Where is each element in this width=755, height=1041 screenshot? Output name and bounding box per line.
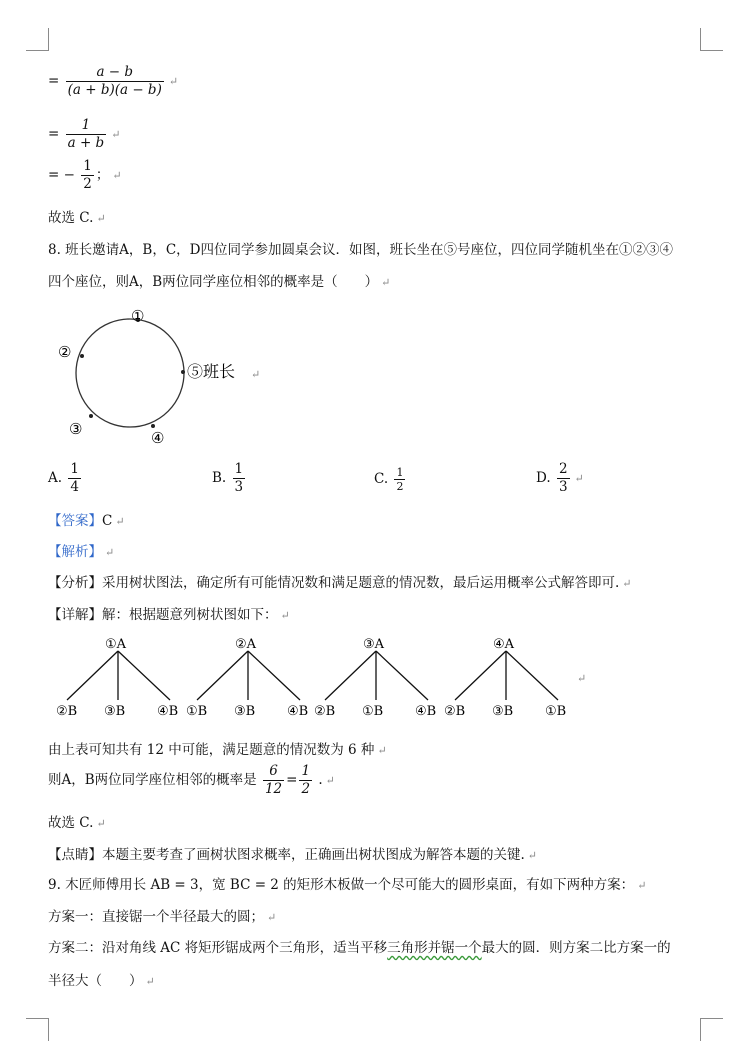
equation-line-1: = $\frac{a - b}{(a + b)(a - b)}$ ↵ (48, 64, 179, 98)
tree-diagram (50, 632, 590, 722)
dianjing-line: 【点睛】本题主要考查了画树状图求概率，正确画出树状图成为解答本题的关键. ↵ (48, 847, 538, 863)
tree-root: ④A (493, 637, 515, 652)
tree-3 (314, 637, 436, 719)
tree-leaf: ①B (362, 704, 384, 719)
question-9-plan-1: 方案一：直接锯一个半径最大的圆； ↵ (48, 909, 277, 925)
crop-mark-bottom-right (700, 1018, 723, 1041)
question-9-line-1: 9. 木匠师傅用长 AB = 3，宽 BC = 2 的矩形木板做一个尽可能大的圆形桌面，有如下两种方案： ↵ (48, 877, 647, 893)
tree-leaf: ①B (545, 704, 567, 719)
crop-mark-bottom-left (26, 1018, 49, 1041)
return-mark: ↵ (251, 368, 261, 381)
tree-leaf: ①B (186, 704, 208, 719)
question-9-plan-2: 方案二：沿对角线 AC 将矩形锯成两个三角形，适当平移三角形并锯一个最大的圆．则方案二比方案一的 (48, 940, 671, 956)
summary-line: 由上表可知共有 12 中可能，满足题意的情况数为 6 种 ↵ (48, 742, 387, 758)
seat-dot (151, 424, 155, 428)
tree-leaf: ④B (157, 704, 179, 719)
crop-mark-top-left (26, 28, 49, 51)
tree-leaf: ③B (104, 704, 126, 719)
seat-label-2: ② (58, 343, 72, 361)
probability-line: 则A，B两位同学座位相邻的概率是 $\frac{6}{12}$ = $\frac{1}{2}$ . ↵ (48, 763, 335, 797)
tree-root: ①A (105, 637, 127, 652)
option-d[interactable]: D. $\frac{2}{3}$ ↵ (536, 461, 584, 495)
return-mark: ↵ (577, 672, 587, 685)
seat-label-3: ③ (69, 420, 83, 438)
option-c[interactable]: C. $\frac{1}{2}$ (374, 466, 404, 493)
question-8-line-2: 四个座位，则A，B两位同学座位相邻的概率是（ ） ↵ (48, 274, 391, 290)
seat-label-4: ④ (151, 429, 165, 447)
question-9-last-line: 半径大（ ） ↵ (48, 973, 155, 989)
fraction: $\frac{a - b}{(a + b)(a - b)}$ (67, 64, 162, 98)
tree-leaf: ②B (314, 704, 336, 719)
tree-2 (186, 637, 308, 719)
equation-line-3: = − $\frac{1}{2}$ ； ↵ (48, 158, 122, 192)
round-table-diagram (50, 300, 270, 450)
tree-root: ②A (235, 637, 257, 652)
xiangjie-line: 【详解】解：根据题意列树状图如下： ↵ (48, 607, 290, 623)
crop-mark-top-right (700, 28, 723, 51)
tree-leaf: ②B (444, 704, 466, 719)
option-b[interactable]: B. $\frac{1}{3}$ (212, 461, 244, 495)
tree-leaf: ③B (234, 704, 256, 719)
seat-dot (80, 354, 84, 358)
tree-root: ③A (363, 637, 385, 652)
choose-line: 故选 C. ↵ (48, 815, 106, 831)
analysis-tag-line: 【解析】 ↵ (48, 544, 115, 560)
tree-leaf: ④B (287, 704, 309, 719)
tree-1 (56, 637, 178, 719)
equation-line-2: = $\frac{1}{a + b}$ ↵ (48, 117, 121, 151)
question-8-line-1: 8. 班长邀请A，B，C，D四位同学参加圆桌会议．如图，班长坐在⑤号座位，四位同学随机坐在①②③④ (48, 242, 673, 258)
fraction: $\frac{1}{2}$ (83, 158, 92, 192)
seat-dot (89, 414, 93, 418)
option-a[interactable]: A. $\frac{1}{4}$ (48, 461, 79, 495)
fraction: $\frac{1}{a + b}$ (67, 117, 105, 151)
table-circle (76, 319, 184, 427)
fenxi-line: 【分析】采用树状图法，确定所有可能情况数和满足题意的情况数，最后运用概率公式解答即可. ↵ (48, 575, 632, 591)
seat-label-5: ⑤班长 (187, 362, 236, 381)
answer-line: 【答案】C ↵ (48, 513, 125, 529)
tree-leaf: ③B (492, 704, 514, 719)
seat-dot (181, 370, 185, 374)
tree-leaf: ④B (415, 704, 437, 719)
seat-label-1: ① (131, 307, 145, 325)
tree-leaf: ②B (56, 704, 78, 719)
choose-answer-line: 故选 C. ↵ (48, 210, 106, 226)
tree-4 (444, 637, 566, 719)
